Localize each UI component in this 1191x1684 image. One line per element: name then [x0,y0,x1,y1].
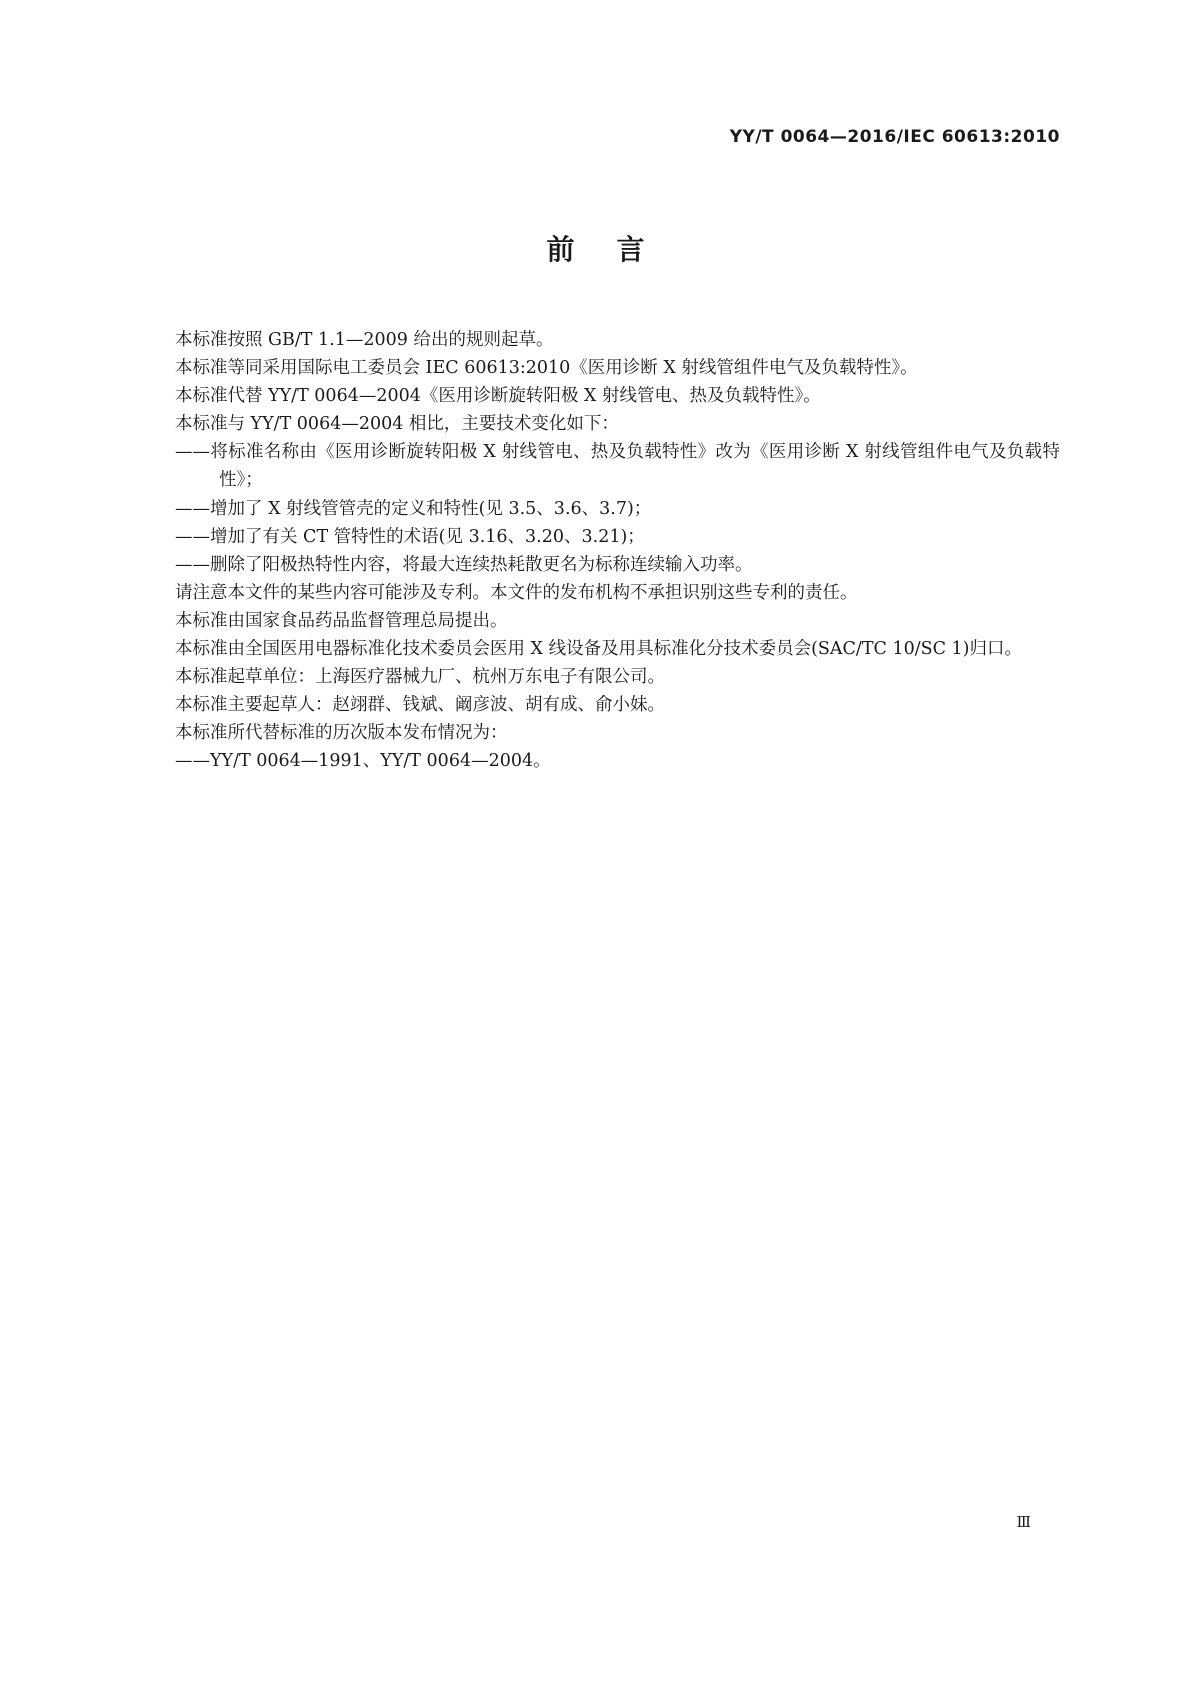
history-item: ——YY/T 0064—1991、YY/T 0064—2004。 [175,751,551,772]
change-item-ct-terms: ——增加了有关 CT 管特性的术语(见 3.16、3.20、3.21)； [175,526,645,547]
page-number: Ⅲ [1016,1513,1031,1531]
paragraph-administered-by: 本标准由全国医用电器标准化技术委员会医用 X 线设备及用具标准化分技术委员会(SAC/TC 10/SC 1)归口。 [175,639,1023,660]
paragraph-proposed-by: 本标准由国家食品药品监督管理总局提出。 [175,610,508,631]
paragraph-history-intro: 本标准所代替标准的历次版本发布情况为： [175,723,508,744]
paragraph-changes-intro: 本标准与 YY/T 0064—2004 相比，主要技术变化如下： [175,414,619,435]
paragraph-drafting-units: 本标准起草单位：上海医疗器械九厂、杭州万东电子有限公司。 [175,667,665,688]
change-item-title-rename: ——将标准名称由《医用诊断旋转阳极 X 射线管电、热及负载特性》改为《医用诊断 X 射线管组件电气及负载特性》； [175,442,1060,491]
paragraph-drafting-rules: 本标准按照 GB/T 1.1—2009 给出的规则起草。 [175,330,554,350]
change-item-anode-removed: ——删除了阳极热特性内容，将最大连续热耗散更名为标称连续输入功率。 [175,554,753,575]
paragraph-equivalent-standard: 本标准等同采用国际电工委员会 IEC 60613:2010《医用诊断 X 射线管组件电气及负载特性》。 [175,358,918,379]
paragraph-replaces: 本标准代替 YY/T 0064—2004《医用诊断旋转阳极 X 射线管电、热及负载特性》。 [175,386,821,407]
foreword-body [131,326,1060,776]
page-title: 前言 [546,233,687,266]
change-item-tube-housing: ——增加了 X 射线管管壳的定义和特性(见 3.5、3.6、3.7)； [175,498,652,519]
paragraph-patent-notice: 请注意本文件的某些内容可能涉及专利。本文件的发布机构不承担识别这些专利的责任。 [175,582,858,603]
standard-code-header: YY/T 0064—2016/IEC 60613:2010 [729,127,1060,147]
paragraph-drafters: 本标准主要起草人：赵翊群、钱斌、阚彦波、胡有成、俞小妹。 [175,695,665,716]
